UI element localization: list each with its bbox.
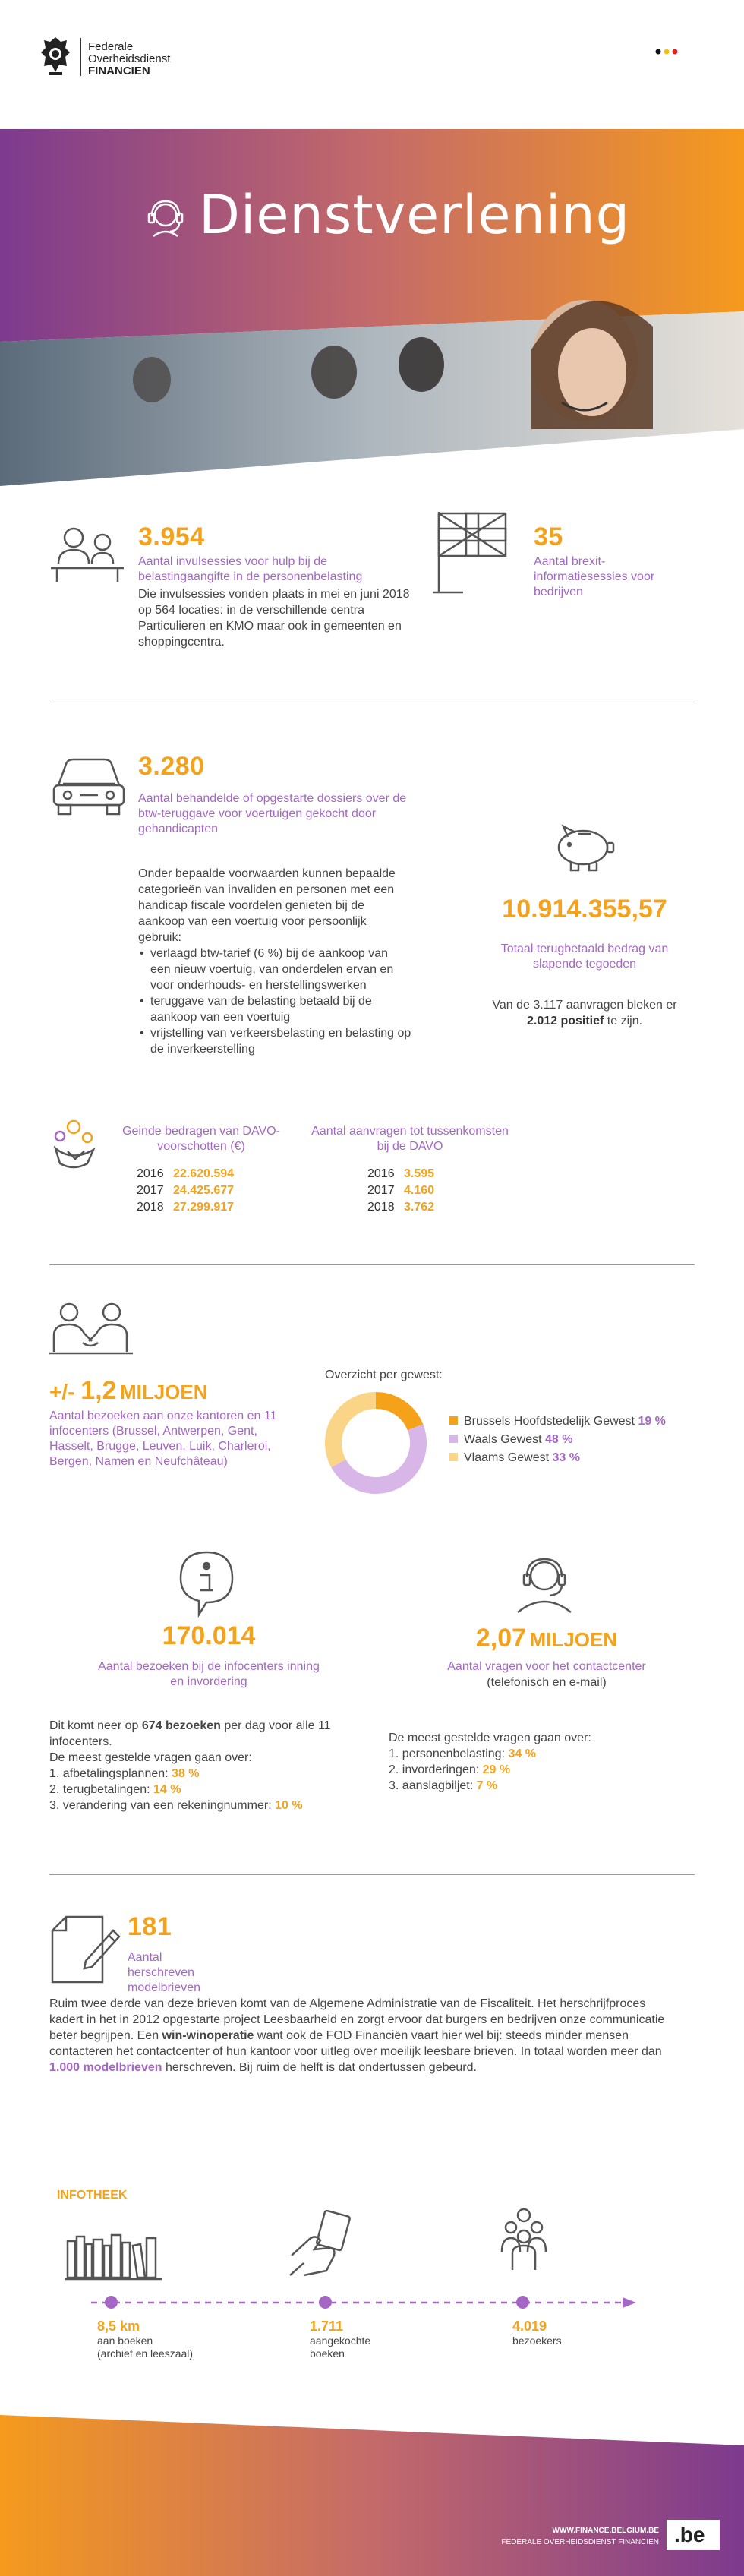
info-speech-bubble-icon — [176, 1549, 237, 1618]
uk-flag-icon — [433, 507, 516, 598]
donut-title: Overzicht per gewest: — [325, 1368, 443, 1381]
value: 22.620.594 — [173, 1167, 235, 1180]
timeline-dot — [105, 2296, 118, 2309]
infotheek-value: 4.019 — [512, 2319, 547, 2334]
refund-note — [486, 997, 683, 1029]
item-label: verandering van een rekeningnummer — [62, 1799, 269, 1812]
modelbrieven-number: 181 — [128, 1912, 172, 1941]
infocenter-p1-pre: Dit komt neer op — [49, 1719, 142, 1732]
btw-bullet-3: • vrijstelling van verkeersbelasting en belasting op de inverkeerstelling — [138, 1025, 411, 1057]
legend-item — [449, 1449, 666, 1467]
infocenter-p1 — [49, 1718, 353, 1750]
body-part-1: Ruim twee derde van deze brieven komt van de Algemene Administratie van de Fiscaliteit. Het herschrijfproces kadert in het in 2012 opgestarte project Leesbaarheid en zorgt ervoor dat burgers en bedrijven onze communicatie beter begrijpen. Een — [49, 1997, 665, 2042]
item-label: aanslagbiljet — [402, 1779, 470, 1792]
infocenter-item: 3. verandering van een rekeningnummer: 10 % — [49, 1799, 303, 1812]
btw-intro — [138, 866, 411, 1057]
btw-bullet-1: • verlaagd btw-tarief (6 %) bij de aankoop van een nieuw voertuig, van onderdelen ervan en voor onderhouds- en herstellingswerken — [138, 945, 411, 993]
bezoeken-unit: MILJOEN — [119, 1381, 208, 1403]
piggy-bank-icon — [550, 820, 618, 873]
item-value: 29 % — [482, 1763, 511, 1776]
org-line-3: FINANCIEN — [88, 65, 150, 77]
divider-3 — [49, 1874, 695, 1875]
infocenter-number: 170.014 — [162, 1621, 256, 1650]
infocenter-item: 1. afbetalingsplannen: 38 % — [49, 1767, 200, 1780]
bezoeken-prefix: +/- — [49, 1380, 81, 1403]
value: 24.425.677 — [173, 1184, 235, 1197]
davo-right-title: Aantal aanvragen tot tussenkomsten bij de DAVO — [311, 1125, 509, 1153]
refund-note-post: te zijn. — [604, 1015, 643, 1028]
infotheek-label: (archief en leeszaal) — [97, 2347, 194, 2360]
item-value: 34 % — [508, 1747, 536, 1760]
invulsessies-desc: Aantal invulsessies voor hulp bij de belastingaangifte in de personenbelasting — [138, 555, 363, 583]
headset-icon — [143, 194, 188, 239]
legend-item — [449, 1413, 666, 1431]
contactcenter-body — [389, 1730, 692, 1794]
item-value: 38 % — [172, 1767, 200, 1780]
donut-slice — [376, 1400, 415, 1427]
org-line-2: Overheidsdienst — [88, 52, 171, 65]
infocenter-item: 2. terugbetalingen: 14 % — [49, 1783, 181, 1796]
timeline-dot — [516, 2296, 529, 2309]
group-of-visitors-icon — [490, 2206, 558, 2275]
refund-desc: Totaal terugbetaald bedrag van slapende tegoeden — [500, 942, 669, 971]
year: 2018 — [137, 1201, 164, 1214]
value: 3.762 — [404, 1201, 435, 1214]
item-label: afbetalingsplannen — [62, 1767, 166, 1780]
legend-label: Vlaams Gewest — [464, 1451, 553, 1464]
body-part-3: herschreven. Bij ruim de helft is dat ondertussen gebeurd. — [162, 2061, 477, 2074]
timeline-dot — [319, 2296, 332, 2309]
be-logo-text: .be — [674, 2523, 705, 2546]
btw-dossiers-desc: Aantal behandelde of opgestarte dossiers over de btw-teruggave voor voertuigen gekocht door gehandicapten — [138, 792, 407, 835]
belgian-flag-dots-icon — [655, 46, 678, 59]
bezoeken-number — [49, 1376, 208, 1406]
infotheek-value: 1.711 — [310, 2319, 344, 2334]
legend-swatch — [449, 1435, 458, 1443]
hero-banner — [0, 129, 744, 486]
handshake-people-icon — [49, 1299, 133, 1367]
year: 2018 — [367, 1201, 395, 1214]
infotheek-value: 8,5 km — [97, 2319, 140, 2334]
davo-right-table — [367, 1166, 434, 1216]
hand-holding-book-icon — [288, 2210, 357, 2278]
contactcenter-item: 3. aanslagbiljet: 7 % — [389, 1779, 498, 1792]
legend-swatch — [449, 1453, 458, 1461]
body-bold-2: 1.000 modelbrieven — [49, 2061, 162, 2074]
legend-swatch — [449, 1416, 458, 1425]
org-name — [88, 41, 170, 77]
header-divider — [80, 38, 81, 76]
call-center-agent-icon — [510, 1553, 578, 1614]
davo-left-table — [137, 1166, 234, 1216]
item-label: terugbetalingen — [62, 1783, 147, 1796]
bezoeken-desc: Aantal bezoeken aan onze kantoren en 11 infocenters (Brussel, Antwerpen, Gent, Hasselt, Brugge, Leuven, Luik, Charleroi, Bergen, Namen en Neufchâteau) — [49, 1410, 277, 1468]
item-value: 7 % — [476, 1779, 498, 1792]
contactcenter-item: 2. invorderingen: 29 % — [389, 1763, 511, 1776]
item-label: personenbelasting — [402, 1747, 502, 1760]
contactcenter-number — [425, 1624, 668, 1653]
infotheek-label: aan boeken — [97, 2334, 153, 2347]
legend-label: Brussels Hoofdstedelijk Gewest — [464, 1415, 638, 1428]
modelbrieven-desc: Aantal herschreven modelbrieven — [128, 1951, 201, 1994]
infotheek-item — [310, 2319, 462, 2360]
value: 27.299.917 — [173, 1201, 235, 1214]
btw-bullets — [138, 945, 411, 1057]
infocenter-p1-post: per dag voor alle 11 infocenters. — [49, 1719, 331, 1748]
be-logo — [667, 2520, 720, 2550]
legend-item — [449, 1431, 666, 1449]
infocenter-desc: Aantal bezoeken bij de infocenters inning en invordering — [98, 1660, 320, 1688]
value: 3.595 — [404, 1167, 435, 1180]
footer-org: FEDERALE OVERHEIDSDIENST FINANCIEN — [501, 2538, 659, 2546]
year: 2017 — [137, 1184, 164, 1197]
bookshelf-icon — [65, 2229, 163, 2282]
legend-label: Waals Gewest — [464, 1433, 545, 1446]
infotheek-timeline — [91, 2297, 638, 2306]
letter-pen-icon — [49, 1914, 121, 1986]
footer-band — [0, 2415, 744, 2576]
refund-number: 10.914.355,57 — [502, 895, 667, 923]
davo-left-row — [137, 1182, 234, 1199]
legend-value: 48 % — [545, 1433, 573, 1446]
davo-left-row — [137, 1166, 234, 1182]
donut-slice — [339, 1427, 418, 1485]
body-bold-1: win-winoperatie — [162, 2029, 254, 2042]
btw-intro-text: Onder bepaalde voorwaarden kunnen bepaalde categorieën van invaliden en personen met een handicap fiscale voordelen genieten bij de aankoop van een voertuig voor persoonlijk gebruik: — [138, 867, 396, 944]
modelbrieven-body — [49, 1996, 679, 2076]
contactcenter-desc: Aantal vragen voor het contactcenter — [447, 1660, 646, 1673]
legend-value: 33 % — [552, 1451, 580, 1464]
value: 4.160 — [404, 1184, 435, 1197]
donut-legend — [449, 1413, 666, 1467]
header — [0, 0, 744, 114]
donut-chart — [323, 1390, 429, 1496]
infotheek-label: bezoekers — [512, 2334, 562, 2347]
year: 2017 — [367, 1184, 395, 1197]
contactcenter-unit: MILJOEN — [529, 1628, 618, 1651]
refund-note-pre: Van de 3.117 aanvragen bleken er — [492, 999, 677, 1012]
infotheek-title: INFOTHEEK — [57, 2189, 128, 2202]
invulsessies-body: Die invulsessies vonden plaats in mei en juni 2018 op 564 locaties: in de verschillende centra Particulieren en KMO maar ook in gemeenten en shoppingcentra. — [138, 588, 410, 649]
org-line-1: Federale — [88, 40, 134, 53]
footer-url[interactable]: WWW.FINANCE.BELGIUM.BE — [552, 2527, 659, 2535]
infotheek-label: boeken — [310, 2347, 345, 2360]
car-icon — [49, 752, 129, 820]
refund-note-bold: 2.012 positief — [526, 1015, 604, 1028]
year: 2016 — [137, 1167, 164, 1180]
body-part-2: want ook de FOD Financiën vaart hier wel bij: steeds minder mensen contacteren het contactcenter of hun kantoor voor uitleg over moeilijk leesbare brieven. In totaal worden meer dan — [49, 2029, 662, 2058]
item-value: 10 % — [275, 1799, 303, 1812]
infocenter-p1-bold: 674 bezoeken — [141, 1719, 221, 1732]
btw-bullet-2: • teruggave van de belasting betaald bij de aankoop van een voertuig — [138, 993, 411, 1025]
money-bag-icon — [49, 1116, 102, 1177]
year: 2016 — [367, 1167, 395, 1180]
invulsessies-number: 3.954 — [138, 522, 205, 551]
hero-title: Dienstverlening — [199, 184, 631, 246]
divider-2 — [49, 1264, 695, 1265]
infotheek-item — [512, 2319, 664, 2347]
infotheek-item — [97, 2319, 249, 2360]
infocenter-body — [49, 1718, 353, 1814]
belgian-coat-of-arms-icon — [38, 34, 73, 78]
davo-right-row — [367, 1199, 434, 1216]
item-label: invorderingen — [402, 1763, 476, 1776]
davo-right-row — [367, 1182, 434, 1199]
btw-dossiers-number: 3.280 — [138, 752, 205, 781]
contactcenter-sub: (telefonisch en e-mail) — [487, 1676, 607, 1689]
contactcenter-item: 1. personenbelasting: 34 % — [389, 1747, 536, 1760]
contactcenter-value: 2,07 — [475, 1624, 527, 1653]
infocenter-p2: De meest gestelde vragen gaan over: — [49, 1751, 252, 1764]
brexit-number: 35 — [534, 522, 563, 551]
davo-left-row — [137, 1199, 234, 1216]
meeting-people-icon — [49, 524, 125, 585]
donut-slice — [333, 1400, 376, 1463]
davo-right-row — [367, 1166, 434, 1182]
davo-left-title: Geinde bedragen van DAVO-voorschotten (€) — [122, 1125, 280, 1153]
legend-value: 19 % — [638, 1415, 666, 1428]
contactcenter-p: De meest gestelde vragen gaan over: — [389, 1732, 591, 1744]
brexit-desc: Aantal brexit-informatiesessies voor bedrijven — [534, 555, 655, 598]
infotheek-label: aangekochte — [310, 2334, 371, 2347]
item-value: 14 % — [153, 1783, 181, 1796]
bezoeken-value: 1,2 — [80, 1376, 117, 1405]
